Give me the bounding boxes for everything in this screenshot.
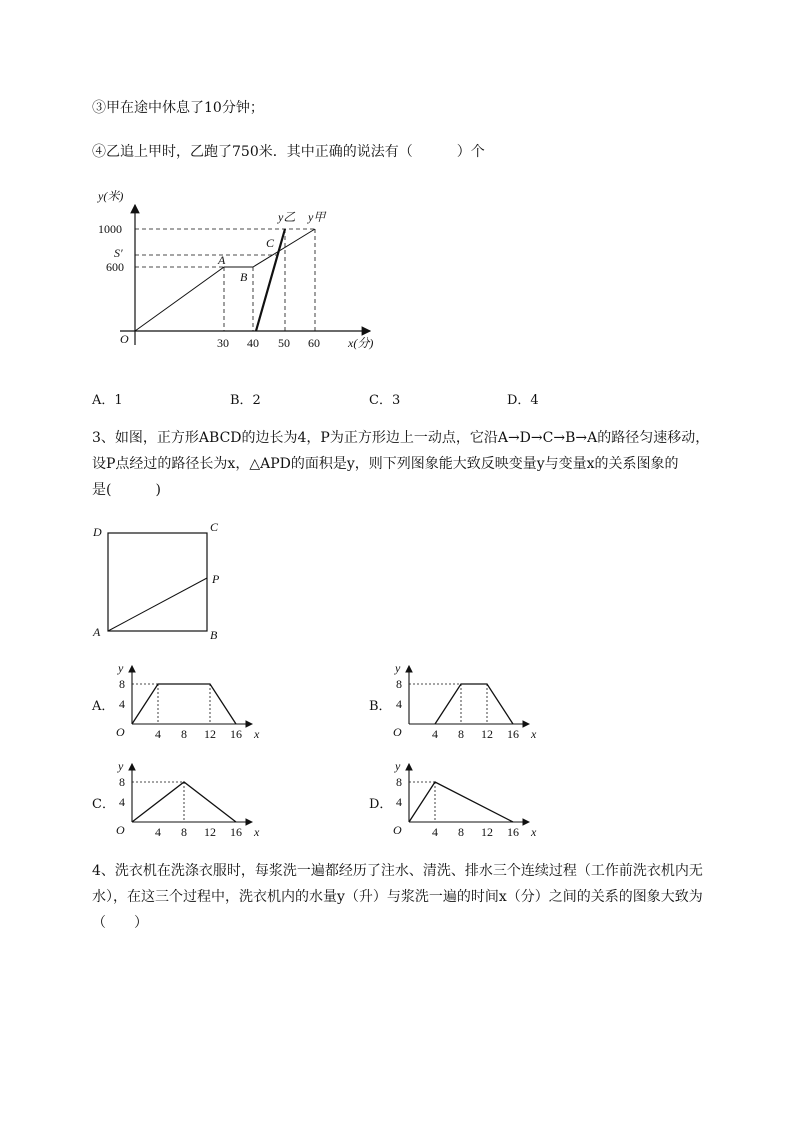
q4-line2: 水），在这三个过程中，洗衣机内的水量y（升）与浆洗一遍的时间x（分）之间的关系的图象大致为 [92,889,703,905]
origin-label: O [120,332,129,346]
choice-b: B．2 [230,393,261,408]
statement-4-text: ④乙追上甲时，乙跑了750米．其中正确的说法有（ [92,144,413,160]
x-tick-label: 16 [507,825,519,839]
x-tick-label: 8 [458,825,464,839]
x-tick-label: 12 [481,825,493,839]
statement-4 [92,142,485,162]
y-tick-s: S′ [114,246,123,260]
choice-c: C．3 [369,393,401,408]
y-tick-label: 4 [396,795,402,809]
point-p: P [212,572,220,586]
option-c-graph [110,758,260,838]
vertex-b: B [210,628,218,642]
point-b-label: B [240,270,248,284]
x-tick-label: 4 [155,727,161,741]
choice-a: A．1 [92,393,123,408]
y-tick-label: 8 [119,677,125,691]
q3-line3 [92,480,161,500]
x-tick-40: 40 [247,336,259,350]
q3-line2: 设P点经过的路径长为x，△APD的面积是y，则下列图象能大致反映变量y与变量x的关系图象的 [92,456,679,472]
y-axis-label: y [395,759,401,773]
square-abcd [108,533,207,631]
x-tick-label: 16 [230,727,242,741]
y-axis-label: y(米) [98,189,124,203]
point-a-label: A [218,253,226,267]
x-tick-30: 30 [217,336,229,350]
x-tick-label: 16 [230,825,242,839]
x-axis-label: x [254,825,260,839]
x-axis-label: x [531,825,537,839]
x-tick-label: 8 [181,825,187,839]
x-tick-50: 50 [278,336,290,350]
q4-line3: （ ） [92,915,148,931]
y-tick-label: 4 [119,697,125,711]
y-tick-label: 4 [119,795,125,809]
option-b-graph [387,660,537,740]
option-d-label: D． [369,797,393,812]
option-d-graph [387,758,537,838]
y-tick-label: 8 [396,775,402,789]
statement-4-end: ）个 [456,144,485,160]
vertex-c: C [210,520,219,534]
x-tick-label: 12 [204,727,216,741]
x-axis-label: x(分) [348,336,374,350]
x-tick-label: 12 [204,825,216,839]
series-line [409,782,513,822]
x-axis-label: x [531,727,537,741]
y-axis-label: y [118,759,124,773]
vertex-d: D [93,525,102,539]
y-tick-1000: 1000 [98,222,122,236]
option-c-label: C． [92,797,115,812]
x-tick-label: 4 [432,727,438,741]
square-figure [90,520,230,650]
series-line [132,684,236,724]
q3-line3-end: ) [155,482,161,498]
y-tick-600: 600 [106,260,124,274]
y-axis-label: y [118,661,124,675]
x-axis-label: x [254,727,260,741]
distance-time-graph [90,189,390,360]
series-line [435,684,513,724]
option-a-graph [110,660,260,740]
origin-label: O [116,725,125,739]
origin-label: O [393,823,402,837]
q3-line1: 3、如图，正方形ABCD的边长为4，P为正方形边上一动点，它沿A→D→C→B→A的路径匀速移动， [92,430,710,446]
choice-d: D．4 [507,393,539,408]
x-tick-label: 8 [181,727,187,741]
q4-line1: 4、洗衣机在洗涤衣服时，每浆洗一遍都经历了注水、清洗、排水三个连续过程（工作前洗衣机内无 [92,863,703,879]
x-tick-label: 12 [481,727,493,741]
x-tick-label: 16 [507,727,519,741]
option-b-label: B． [369,699,392,714]
vertex-a: A [93,625,101,639]
statement-3: ③甲在途中休息了10分钟； [92,100,264,116]
x-tick-label: 4 [155,825,161,839]
line-jia [135,229,315,331]
y-tick-label: 8 [396,677,402,691]
y-tick-label: 4 [396,697,402,711]
y-axis-label: y [395,661,401,675]
origin-label: O [116,823,125,837]
x-tick-label: 8 [458,727,464,741]
origin-label: O [393,725,402,739]
option-a-label: A． [92,699,115,714]
line-yi-label: y乙 [278,210,296,224]
point-c-label: C [266,236,275,250]
x-tick-60: 60 [308,336,320,350]
q3-line3-text: 是( [92,482,112,498]
line-jia-label: y甲 [308,210,326,224]
segment-ap [108,578,207,631]
x-tick-label: 4 [432,825,438,839]
y-tick-label: 8 [119,775,125,789]
